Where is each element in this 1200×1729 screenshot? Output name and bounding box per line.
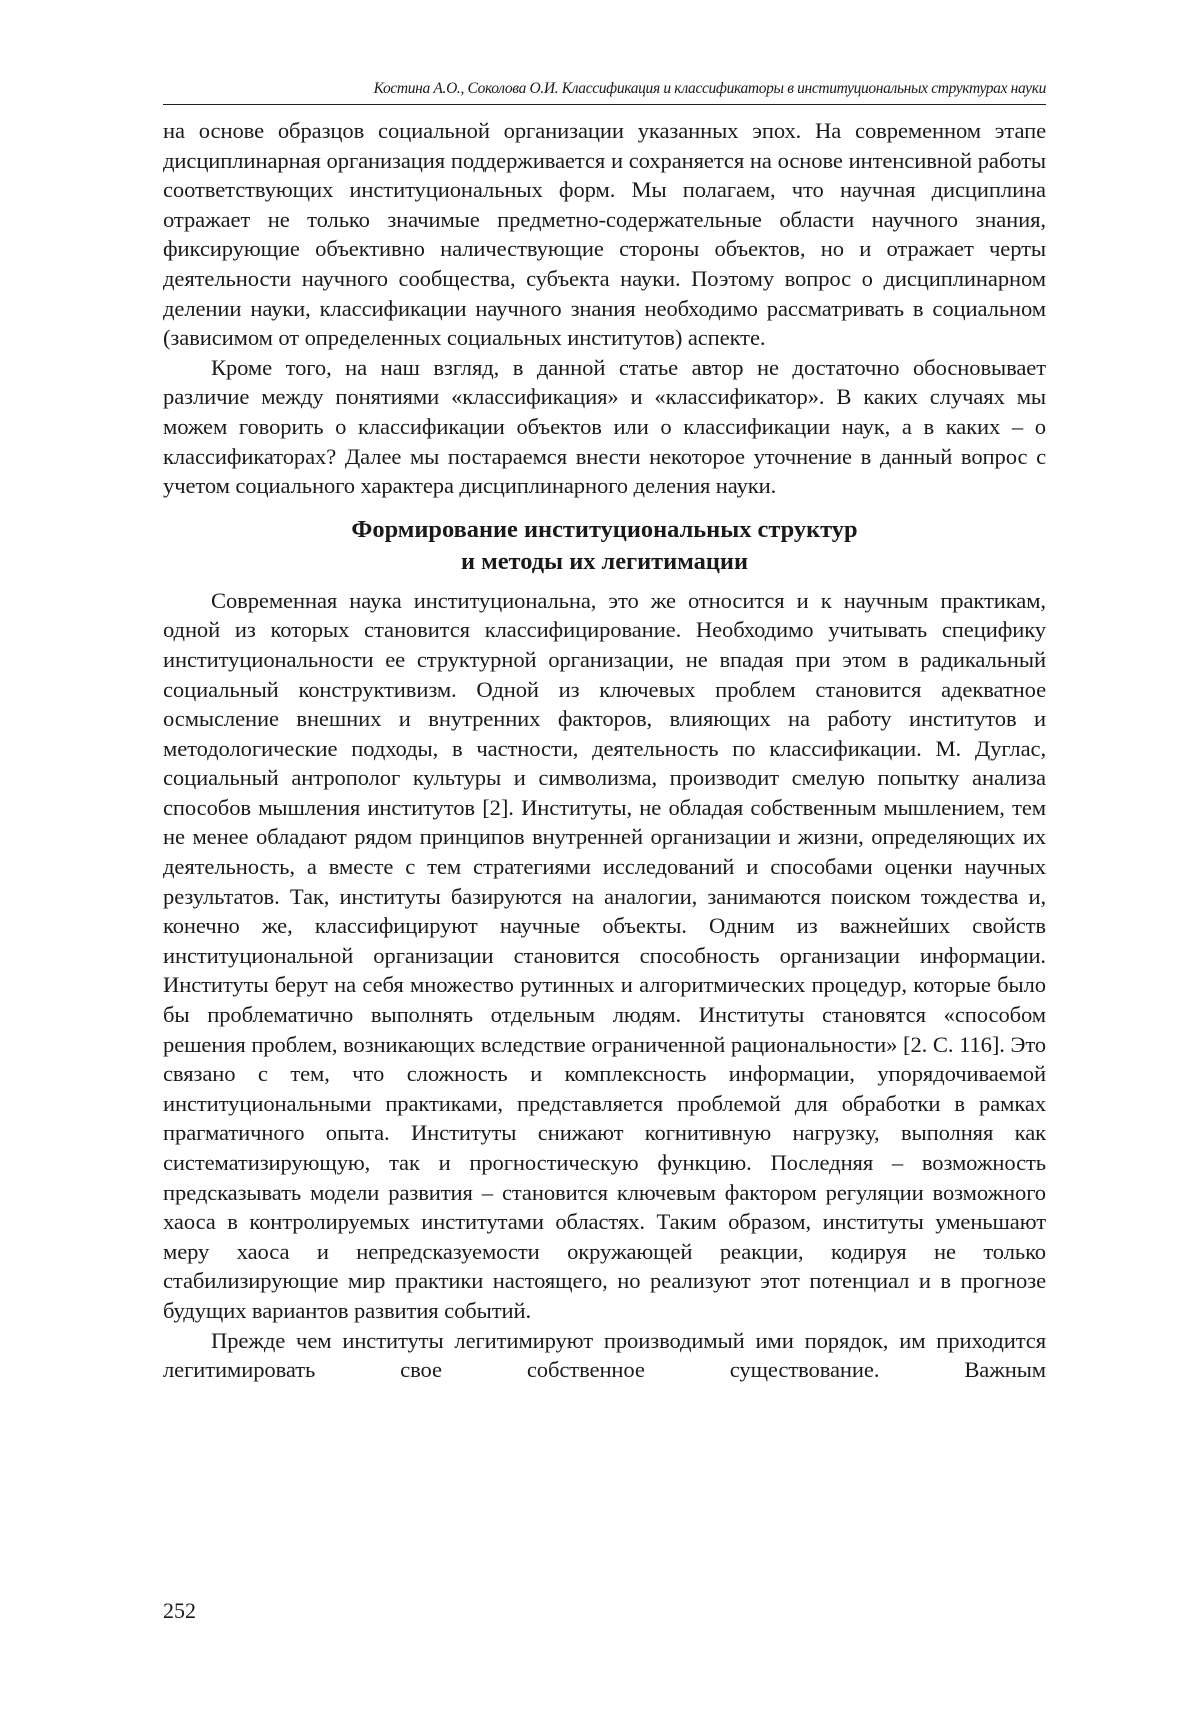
section-title-line-2: и методы их легитимации bbox=[460, 547, 749, 575]
paragraph-4: Прежде чем институты легитимируют производимый ими порядок, им приходится легитимировать свое собственное существование. Важным bbox=[163, 1327, 1046, 1383]
running-head: Костина А.О., Соколова О.И. Классификация и классификаторы в институциональных структурах науки bbox=[163, 78, 1046, 105]
paragraph-1: на основе образцов социальной организации указанных эпох. На современном этапе дисциплинарная организация поддерживается и сохраняется на основе интенсивной работы соответствующих институциональных форм. Мы полагаем, что научная дисциплина отражает не только значимые предметно-содержательные области научного знания, фиксирующие объективно наличествующие стороны объектов, но и отражает черты деятельности научного сообщества, субъекта науки. Поэтому вопрос о дисциплинарном делении науки, классификации научного знания необходимо рассматривать в социальном (зависимом от определенных социальных институтов) аспекте. bbox=[163, 118, 1046, 351]
paragraph-3: Современная наука институциональна, это же относится и к научным практикам, одной из которых становится классифицирование. Необходимо учитывать специфику институциональности ее структурной организации, не впадая при этом в радикальный социальный конструктивизм. Одной из ключевых проблем становится адекватное осмысление внешних и внутренних факторов, влияющих на работу институтов и методологические подходы, в частности, деятельность по классификации. М. Дуглас, социальный антрополог культуры и символизма, производит смелую попытку анализа способов мышления институтов [2]. Институты, не обладая собственным мышлением, тем не менее обладают рядом принципов внутренней организации и жизни, определяющих их деятельность, а вместе с тем стратегиями исследований и способами оценки научных результатов. Так, институты базируются на аналогии, занимаются поиском тождества и, конечно же, классифицируют научные объекты. Одним из важнейших свойств институциональной организации становится способность организации информации. Институты берут на себя множество рутинных и алгоритмических процедур, которые было бы проблематично выполнять отдельным людям. Институты становятся «способом решения проблем, возникающих вследствие ограниченной рациональности» [2. С. 116]. Это связано с тем, что сложность и комплексность информации, упорядочиваемой институциональными практиками, представляется проблемой для обработки в рамках прагматичного опыта. Институты снижают когнитивную нагрузку, выполняя как систематизирующую, так и прогностическую функцию. Последняя – возможность предсказывать модели развития – становится ключевым фактором регуляции возможного хаоса в контролируемых институтами областях. Таким образом, институты уменьшают меру хаоса и непредсказуемости окружающей реакции, кодируя не только стабилизирующие мир практики настоящего, но реализуют этот потенциал и в прогнозе будущих вариантов развития событий. bbox=[163, 587, 1046, 1323]
section-title bbox=[163, 514, 1046, 578]
page-number: 252 bbox=[163, 1598, 196, 1623]
body-text bbox=[163, 116, 1046, 1385]
page bbox=[163, 78, 1046, 1385]
section-title-line-1: Формирование институциональных структур bbox=[351, 515, 858, 543]
paragraph-2: Кроме того, на наш взгляд, в данной статье автор не достаточно обосновывает различие между понятиями «классификация» и «классификатор». В каких случаях мы можем говорить о классификации объектов или о классификации наук, а в каких – о классификаторах? Далее мы постараемся внести некоторое уточнение в данный вопрос с учетом социального характера дисциплинарного деления науки. bbox=[163, 354, 1046, 499]
